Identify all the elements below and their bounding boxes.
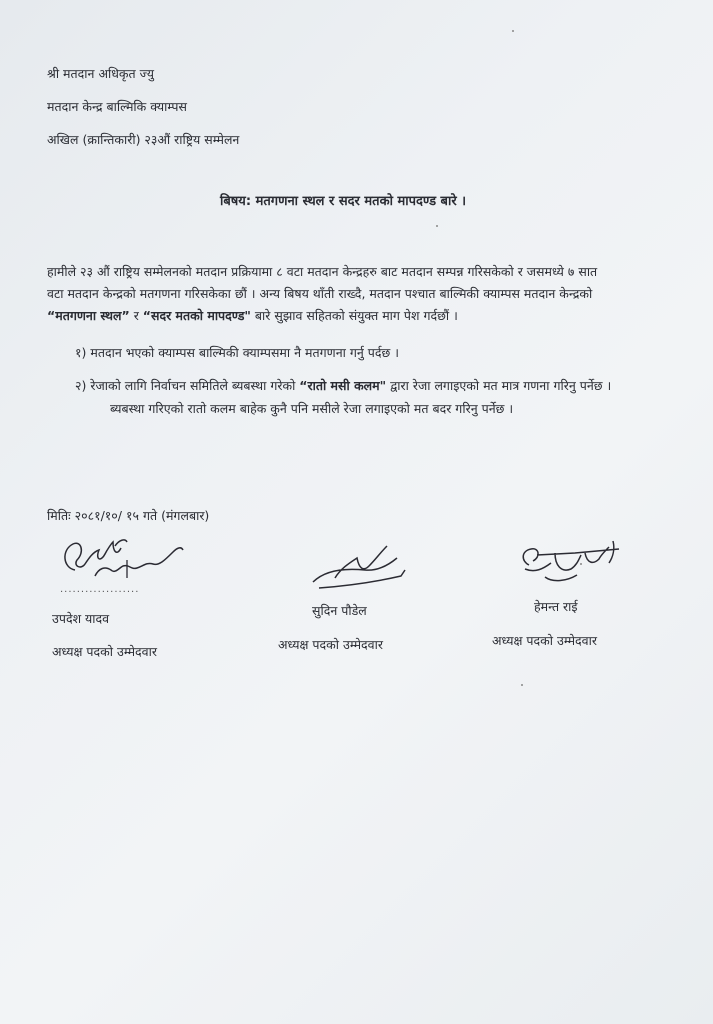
signature-3-image (515, 535, 630, 595)
paper-speck (512, 30, 514, 32)
address-line-1: श्री मतदान अधिकृत ज्यु (47, 66, 155, 81)
signatory-1-role: अध्यक्ष पदको उम्मेदवार (52, 644, 157, 659)
red-ink-pen-term: “रातो मसी कलम" (299, 378, 387, 393)
signatory-2-name: सुदिन पौडेल (312, 603, 367, 618)
demand-item-2-line-2: ब्यबस्था गरिएको रातो कलम बाहेक कुनै पनि मसीले रेजा लगाइएको मत बदर गरिनु पर्नेछ । (110, 401, 514, 416)
item-2-text-end: द्वारा रेजा लगाइएको मत मात्र गणना गरिनु पर्नेछ । (386, 378, 612, 393)
signatory-1-name: उपदेश यादव (52, 611, 110, 626)
paper-speck (580, 563, 582, 565)
address-line-3: अखिल (क्रान्तिकारी) २३औं राष्ट्रिय सम्मेलन (47, 132, 240, 147)
subject-line: बिषय: मतगणना स्थल र सदर मतको मापदण्ड बारे । (220, 194, 467, 209)
date-line: मितिः २०८१/१०/ १५ गते (मंगलबार) (47, 508, 210, 523)
counting-venue-term: “मतगणना स्थल” (47, 308, 130, 323)
body-para-line-2: वटा मतदान केन्द्रको मतगणना गरिसकेका छौं । अन्य बिषय थाँती राख्दै, मतदान पश्चात बाल्मिकी क्याम्पस मतदान केन्द्रको (47, 286, 593, 301)
signatory-3-role: अध्यक्ष पदको उम्मेदवार (492, 633, 597, 648)
paper-speck (521, 684, 523, 686)
body-para-line-1: हामीले २३ औं राष्ट्रिय सम्मेलनको मतदान प्रक्रियामा ८ वटा मतदान केन्द्रहरु बाट मतदान सम्पन्न गरिसकेको र जसमध्ये ७ सात (47, 264, 598, 279)
signature-1-dots: ................... (60, 584, 140, 595)
signature-2-image (305, 540, 415, 595)
body-para-line-3 (47, 307, 458, 324)
item-2-text: २) रेजाको लागि निर्वाचन समितिले ब्यबस्था गरेको (75, 378, 300, 393)
signatory-3-name: हेमन्त राई (534, 599, 578, 614)
demand-item-1: १) मतदान भएको क्याम्पस बाल्मिकी क्याम्पसमा नै मतगणना गर्नु पर्दछ । (75, 345, 399, 360)
paper-speck (436, 225, 438, 227)
address-line-2: मतदान केन्द्र बाल्मिकि क्याम्पस (47, 99, 187, 114)
signatory-2-role: अध्यक्ष पदको उम्मेदवार (278, 637, 383, 652)
demand-text: बारे सुझाव सहितको संयुक्त माग पेश गर्दछौं । (250, 308, 458, 323)
connector-text: र (129, 308, 143, 323)
valid-vote-criteria-term: “सदर मतको मापदण्ड" (142, 308, 251, 323)
demand-item-2 (75, 377, 611, 394)
